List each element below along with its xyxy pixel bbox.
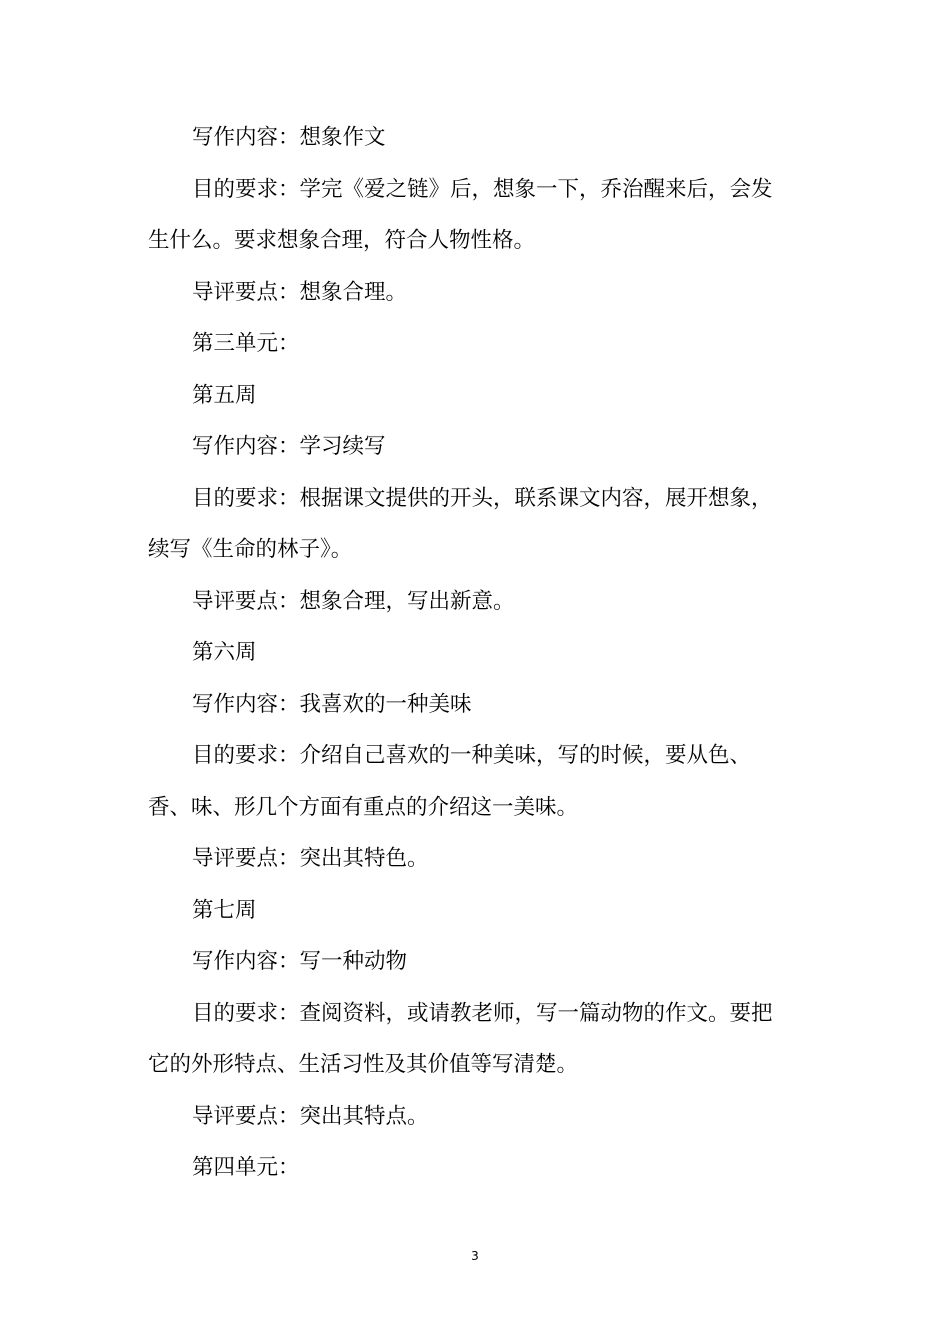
text-line: 香、味、形几个方面有重点的介绍这一美味。 (148, 794, 579, 820)
text-line: 目的要求：根据课文提供的开头，联系课文内容，展开想象， (192, 485, 773, 511)
text-line: 导评要点：想象合理。 (192, 279, 408, 305)
text-line: 生什么。要求想象合理，符合人物性格。 (148, 228, 536, 253)
document-body (148, 112, 808, 1194)
text-line: 写作内容：我喜欢的一种美味 (192, 691, 472, 717)
text-line: 导评要点：突出其特色。 (192, 846, 429, 871)
text-line: 它的外形特点、生活习性及其价值等写清楚。 (148, 1052, 579, 1077)
week-heading: 第七周 (192, 897, 257, 923)
text-line: 导评要点：突出其特点。 (192, 1103, 429, 1129)
text-line: 目的要求：介绍自己喜欢的一种美味，写的时候，要从色、 (192, 743, 752, 768)
section-heading: 第三单元： (192, 331, 300, 356)
week-heading: 第六周 (192, 640, 257, 665)
text-line: 写作内容：学习续写 (192, 434, 386, 459)
text-line: 目的要求：查阅资料，或请教老师，写一篇动物的作文。要把 (192, 1000, 773, 1026)
section-heading: 第四单元： (192, 1155, 300, 1180)
page-number: 3 (471, 1249, 479, 1263)
text-line: 续写《生命的林子》。 (148, 537, 353, 562)
week-heading: 第五周 (192, 382, 257, 408)
text-line: 写作内容：想象作文 (192, 125, 386, 150)
text-line: 目的要求：学完《爱之链》后，想象一下，乔治醒来后，会发 (192, 176, 773, 202)
text-line: 写作内容：写一种动物 (192, 949, 408, 974)
text-line: 导评要点：想象合理，写出新意。 (192, 588, 515, 614)
